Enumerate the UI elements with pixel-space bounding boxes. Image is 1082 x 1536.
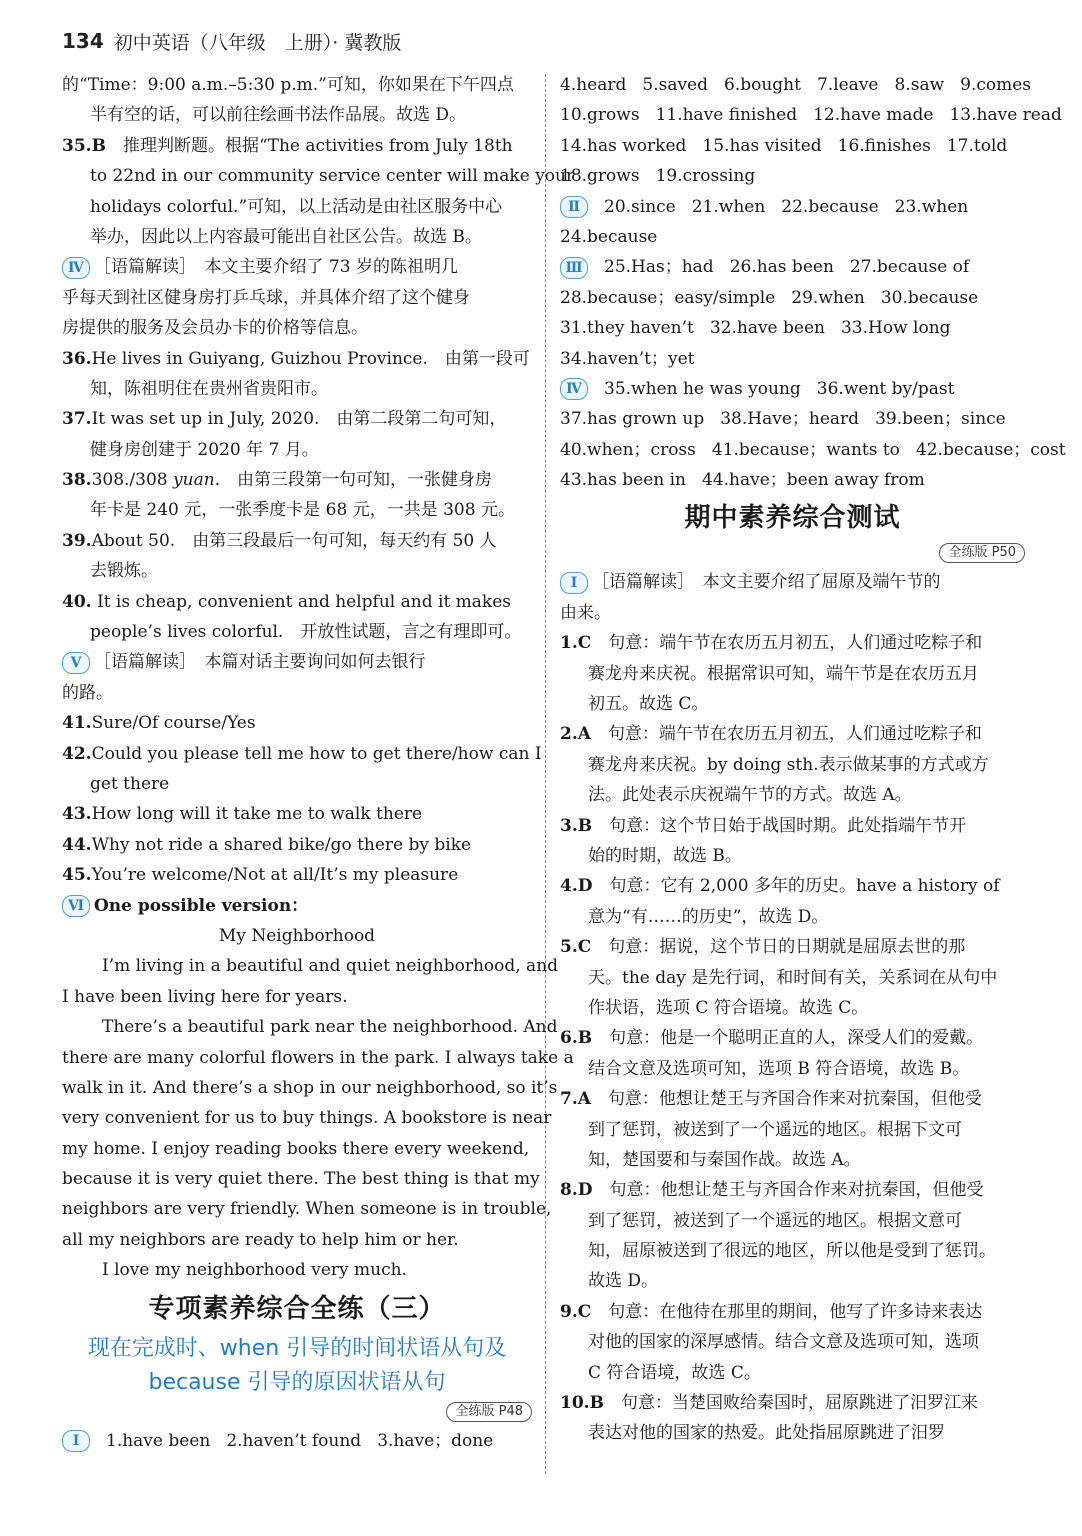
answer-item: 23.when bbox=[894, 196, 969, 217]
answer-item: 7.leave bbox=[816, 75, 879, 95]
text-line: 半有空的话，可以前往绘画书法作品展。故选 D。 bbox=[90, 105, 467, 126]
text-line: 作状语，选项 C 符合语境。故选 C。 bbox=[588, 997, 869, 1018]
answer-text: 句意：这个节日始于战国时期。此处指端午节开 bbox=[609, 815, 967, 836]
answer-row bbox=[560, 192, 1025, 222]
answer-text: 句意：他想让楚王与齐国合作来对抗秦国，但他受 bbox=[609, 1180, 984, 1201]
practice-tag: 全练版 P48 bbox=[446, 1402, 532, 1422]
answer-row bbox=[560, 283, 1025, 313]
answer-item: 6.bought bbox=[724, 75, 801, 95]
answer-36 bbox=[62, 344, 532, 374]
answer-item: 34.haven’t；yet bbox=[560, 348, 695, 369]
roman-badge: Ⅰ bbox=[560, 572, 588, 594]
answer-item: 9.comes bbox=[960, 75, 1032, 95]
text-line: 年卡是 240 元，一张季度卡是 68 元，一共是 308 元。 bbox=[90, 500, 515, 521]
answer-item: 44.have；been away from bbox=[702, 470, 925, 491]
section-subtitle: because 引导的原因状语从句 bbox=[148, 1369, 446, 1395]
answer-item: 16.finishes bbox=[837, 135, 931, 156]
text-line: 知，陈祖明住在贵州省贵阳市。 bbox=[90, 378, 328, 399]
text-line: 故选 D。 bbox=[588, 1271, 659, 1292]
question-number: 6.B bbox=[560, 1028, 593, 1049]
question-number: 35.B bbox=[62, 135, 106, 156]
column-divider bbox=[545, 74, 546, 1474]
answer-text: You’re welcome/Not at all/It’s my pleasure bbox=[91, 865, 459, 886]
text-line: 去锻炼。 bbox=[90, 561, 158, 582]
answer-row bbox=[560, 313, 1025, 343]
essay-line: because it is very quiet there. The best thing is that my bbox=[62, 1169, 540, 1190]
essay-line: There’s a beautiful park near the neighborhood. And bbox=[102, 1017, 558, 1038]
answer-43 bbox=[62, 799, 532, 829]
question-number: 41. bbox=[62, 713, 92, 734]
passage-note: ［语篇解读］ 本文主要介绍了屈原及端午节的 bbox=[592, 572, 941, 593]
text-line: 意为“有……的历史”，故选 D。 bbox=[588, 906, 829, 927]
page-number: 134 bbox=[62, 29, 104, 53]
section-subtitle: 现在完成时、when 引导的时间状语从句及 bbox=[87, 1335, 507, 1361]
text-line: 表达对他的国家的热爱。此处指屈原跳进了汨罗 bbox=[588, 1423, 945, 1444]
text-line: 乎每天到社区健身房打乒乓球，并具体介绍了这个健身 bbox=[62, 287, 470, 308]
answer-text: About 50. 由第三段最后一句可知，每天约有 50 人 bbox=[91, 530, 497, 551]
question-number: 4.D bbox=[560, 876, 593, 897]
section-title: 专项素养综合全练（三） bbox=[148, 1293, 446, 1324]
text-line: 到了惩罚，被送到了一个遥远的地区。根据文意可 bbox=[588, 1210, 962, 1231]
answer-row bbox=[560, 100, 1062, 130]
answer-row bbox=[560, 161, 1025, 191]
text-line: 健身房创建于 2020 年 7 月。 bbox=[90, 439, 319, 460]
answer-item: 21.when bbox=[691, 196, 766, 217]
text-line: 到了惩罚，被送到了一个遥远的地区。根据下文可 bbox=[588, 1119, 962, 1140]
answer-10 bbox=[560, 1388, 1025, 1418]
answer-item: 33.How long bbox=[840, 318, 951, 339]
question-number: 40. bbox=[62, 591, 92, 612]
text-line: 法。此处表示庆祝端午节的方式。故选 A。 bbox=[588, 785, 912, 806]
answer-item: 8.saw bbox=[894, 75, 945, 95]
answer-text: Could you please tell me how to get there/how can I bbox=[91, 743, 542, 764]
roman-badge: Ⅴ bbox=[62, 652, 90, 674]
roman-badge: Ⅵ bbox=[62, 895, 90, 917]
text-line: 赛龙舟来庆祝。根据常识可知，端午节是在农历五月 bbox=[588, 663, 979, 684]
answer-text: It was set up in July, 2020. 由第二段第二句可知， bbox=[91, 409, 507, 430]
answer-item: 1.have been bbox=[106, 1430, 211, 1451]
answer-item: 32.have been bbox=[709, 318, 825, 339]
essay-line: all my neighbors are ready to help him or her. bbox=[62, 1229, 459, 1250]
practice-tag: 全练版 P50 bbox=[939, 543, 1025, 563]
answer-item: 36.went by/past bbox=[816, 378, 955, 399]
text-line: 始的时期，故选 B。 bbox=[588, 845, 742, 866]
essay-line: very convenient for us to buy things. A bookstore is near bbox=[62, 1108, 552, 1129]
answer-2 bbox=[560, 719, 1025, 749]
answer-item: 24.because bbox=[560, 226, 658, 247]
answer-item: 4.heard bbox=[560, 75, 627, 95]
answer-3 bbox=[560, 811, 1025, 841]
question-number: 43. bbox=[62, 804, 92, 825]
answer-text: Sure/Of course/Yes bbox=[91, 713, 256, 734]
answer-37 bbox=[62, 404, 532, 434]
roman-badge: Ⅳ bbox=[560, 378, 588, 400]
text-line: get there bbox=[90, 773, 170, 794]
section-title: 期中素养综合测试 bbox=[684, 503, 901, 534]
question-number: 2.A bbox=[560, 724, 591, 745]
book-title: 初中英语（八年级 上册）· 冀教版 bbox=[113, 31, 402, 54]
answer-text: How long will it take me to walk there bbox=[91, 804, 423, 825]
answer-row bbox=[560, 465, 1025, 495]
answer-41 bbox=[62, 708, 532, 738]
text-line: 天。the day 是先行词，和时间有关，关系词在从句中 bbox=[588, 967, 998, 988]
answer-item: 18.grows bbox=[560, 166, 640, 187]
text-line: 由来。 bbox=[560, 602, 611, 623]
answer-item: 42.because；cost bbox=[915, 439, 1066, 460]
question-number: 37. bbox=[62, 409, 92, 430]
section-5-intro bbox=[62, 647, 532, 677]
answer-row bbox=[560, 222, 1025, 252]
answer-40 bbox=[62, 587, 532, 617]
text-line: 对他的国家的深厚感情。结合文意及选项可知，选项 bbox=[588, 1332, 979, 1353]
answer-text: 句意：在他待在那里的期间，他写了许多诗来表达 bbox=[608, 1301, 983, 1322]
answer-39 bbox=[62, 526, 532, 556]
text-line: people’s lives colorful. 开放性试题，言之有理即可。 bbox=[90, 622, 522, 643]
text-line: 知，楚国要和与秦国作战。故选 A。 bbox=[588, 1149, 861, 1170]
text-line: 知，屈原被送到了很远的地区，所以他是受到了惩罚。 bbox=[588, 1241, 996, 1262]
answer-item: 20.since bbox=[604, 196, 676, 217]
passage-note: ［语篇解读］ 本文主要介绍了 73 岁的陈祖明几 bbox=[94, 257, 458, 278]
answer-item: 43.has been in bbox=[560, 470, 686, 491]
question-number: 10.B bbox=[560, 1393, 604, 1414]
question-number: 3.B bbox=[560, 815, 593, 836]
tag-line bbox=[560, 541, 1025, 567]
answer-1 bbox=[560, 628, 1025, 658]
answer-42 bbox=[62, 739, 542, 769]
essay-line: walk in it. And there’s a shop in our neighborhood, so it’s bbox=[62, 1077, 558, 1098]
question-number: 38. bbox=[62, 470, 92, 491]
answer-44 bbox=[62, 830, 532, 860]
roman-badge: Ⅰ bbox=[62, 1430, 90, 1452]
question-number: 8.D bbox=[560, 1180, 593, 1201]
answer-item: 22.because bbox=[781, 196, 879, 217]
answer-row bbox=[560, 70, 1032, 100]
answer-item: 30.because bbox=[880, 287, 979, 308]
answer-text: 句意：端午节在农历五月初五，人们通过吃粽子和 bbox=[608, 633, 983, 654]
answer-item: 39.been；since bbox=[875, 409, 1006, 430]
answer-4 bbox=[560, 871, 1025, 901]
answer-text: 句意：它有 2,000 多年的历史。have a history of bbox=[609, 876, 1000, 897]
answer-text: . 由第三段第一句可知，一张健身房 bbox=[214, 470, 493, 491]
answer-row bbox=[560, 252, 1025, 282]
version-label: One possible version： bbox=[94, 895, 309, 916]
answer-item: 5.saved bbox=[642, 75, 709, 95]
text-line: 初五。故选 C。 bbox=[588, 694, 709, 715]
roman-badge: Ⅳ bbox=[62, 257, 90, 279]
tag-line bbox=[62, 1400, 532, 1426]
answer-9 bbox=[560, 1297, 1025, 1327]
answer-text: 推理判断题。根据“The activities from July 18th bbox=[122, 135, 513, 156]
roman-badge: Ⅲ bbox=[560, 257, 588, 279]
answer-row bbox=[560, 131, 1025, 161]
answer-row bbox=[560, 344, 1025, 374]
section-1-intro bbox=[560, 567, 1025, 597]
answer-text: 句意：据说，这个节日的日期就是屈原去世的那 bbox=[608, 937, 966, 958]
answer-38 bbox=[62, 465, 532, 495]
answer-item: 37.has grown up bbox=[560, 409, 705, 430]
question-number: 42. bbox=[62, 743, 92, 764]
passage-note: ［语篇解读］ 本篇对话主要询问如何去银行 bbox=[94, 652, 426, 673]
unit-yuan: yuan bbox=[173, 470, 215, 491]
answer-row bbox=[62, 1426, 532, 1456]
answer-text: 句意：他是一个聪明正直的人，深受人们的爱戴。 bbox=[609, 1028, 984, 1049]
answer-item: 12.have made bbox=[813, 105, 934, 126]
answer-row bbox=[560, 435, 1066, 465]
answer-item: 15.has visited bbox=[702, 135, 822, 156]
answer-item: 17.told bbox=[946, 135, 1008, 156]
section-4-intro bbox=[62, 252, 532, 282]
answer-row bbox=[560, 374, 1025, 404]
answer-item: 26.has been bbox=[729, 257, 834, 278]
question-number: 44. bbox=[62, 834, 92, 855]
text-line: 房提供的服务及会员办卡的价格等信息。 bbox=[62, 318, 368, 339]
answer-8 bbox=[560, 1175, 1025, 1205]
answer-item: 11.have finished bbox=[655, 105, 798, 126]
answer-item: 27.because of bbox=[849, 257, 970, 278]
answer-item: 40.when；cross bbox=[560, 439, 696, 460]
roman-badge: Ⅱ bbox=[560, 196, 588, 218]
essay-line: I’m living in a beautiful and quiet neighborhood, and bbox=[102, 956, 559, 977]
answer-text: 句意：端午节在农历五月初五，人们通过吃粽子和 bbox=[607, 724, 982, 745]
essay-title: My Neighborhood bbox=[218, 925, 376, 946]
essay-line: neighbors are very friendly. When someone is in trouble, bbox=[62, 1199, 552, 1220]
text-line: holidays colorful.”可知，以上活动是由社区服务中心 bbox=[90, 196, 503, 217]
answer-45 bbox=[62, 860, 532, 890]
question-number: 45. bbox=[62, 865, 92, 886]
answer-text: It is cheap, convenient and helpful and it makes bbox=[96, 591, 512, 612]
answer-text: 句意：当楚国败给秦国时，屈原跳进了汨罗江来 bbox=[620, 1393, 978, 1414]
question-number: 7.A bbox=[560, 1089, 591, 1110]
question-number: 36. bbox=[62, 348, 92, 369]
page-header bbox=[62, 26, 401, 56]
answer-text: Why not ride a shared bike/go there by bike bbox=[91, 834, 472, 855]
answer-item: 25.Has；had bbox=[604, 257, 714, 278]
text-line: 举办，因此以上内容最可能出自社区公告。故选 B。 bbox=[90, 226, 482, 247]
answer-item: 35.when he was young bbox=[604, 378, 801, 399]
answer-item: 41.because；wants to bbox=[711, 439, 900, 460]
section-6-intro bbox=[62, 891, 532, 921]
answer-item: 19.crossing bbox=[655, 166, 756, 187]
answer-text: 句意：他想让楚王与齐国合作来对抗秦国，但他受 bbox=[607, 1089, 982, 1110]
text-line: 的路。 bbox=[62, 682, 113, 703]
answer-item: 10.grows bbox=[560, 105, 640, 126]
essay-line: I love my neighborhood very much. bbox=[102, 1260, 407, 1281]
answer-item: 2.haven’t found bbox=[226, 1430, 362, 1451]
answer-7 bbox=[560, 1084, 1025, 1114]
answer-5 bbox=[560, 932, 1025, 962]
text-line: 赛龙舟来庆祝。by doing sth.表示做某事的方式或方 bbox=[588, 754, 989, 775]
right-column bbox=[560, 70, 1066, 1449]
answer-value: 308./308 bbox=[91, 470, 174, 491]
text-line: 的“Time：9:00 a.m.–5:30 p.m.”可知，你如果在下午四点 bbox=[62, 75, 514, 95]
answer-item: 31.they haven’t bbox=[560, 318, 694, 339]
answer-item: 14.has worked bbox=[560, 135, 687, 156]
answer-item: 29.when bbox=[791, 287, 865, 308]
answer-item: 13.have read bbox=[949, 105, 1062, 126]
answer-row bbox=[560, 404, 1025, 434]
question-number: 39. bbox=[62, 530, 92, 551]
answer-item: 3.have；done bbox=[377, 1430, 494, 1451]
essay-line: my home. I enjoy reading books there every weekend, bbox=[62, 1138, 530, 1159]
essay-line: I have been living here for years. bbox=[62, 986, 348, 1007]
essay-line: there are many colorful flowers in the park. I always take a bbox=[62, 1047, 574, 1068]
text-line: to 22nd in our community service center will make your bbox=[90, 166, 575, 187]
text-line: C 符合语境，故选 C。 bbox=[588, 1362, 761, 1383]
answer-35 bbox=[62, 131, 532, 161]
answer-item: 38.Have；heard bbox=[720, 409, 860, 430]
question-number: 1.C bbox=[560, 633, 592, 654]
answer-item: 28.because；easy/simple bbox=[560, 287, 776, 308]
answer-6 bbox=[560, 1023, 1025, 1053]
question-number: 5.C bbox=[560, 937, 592, 958]
text-line: 结合文意及选项可知，选项 B 符合语境，故选 B。 bbox=[588, 1058, 970, 1079]
question-number: 9.C bbox=[560, 1301, 592, 1322]
answer-text: He lives in Guiyang, Guizhou Province. 由第一段可 bbox=[91, 348, 530, 369]
